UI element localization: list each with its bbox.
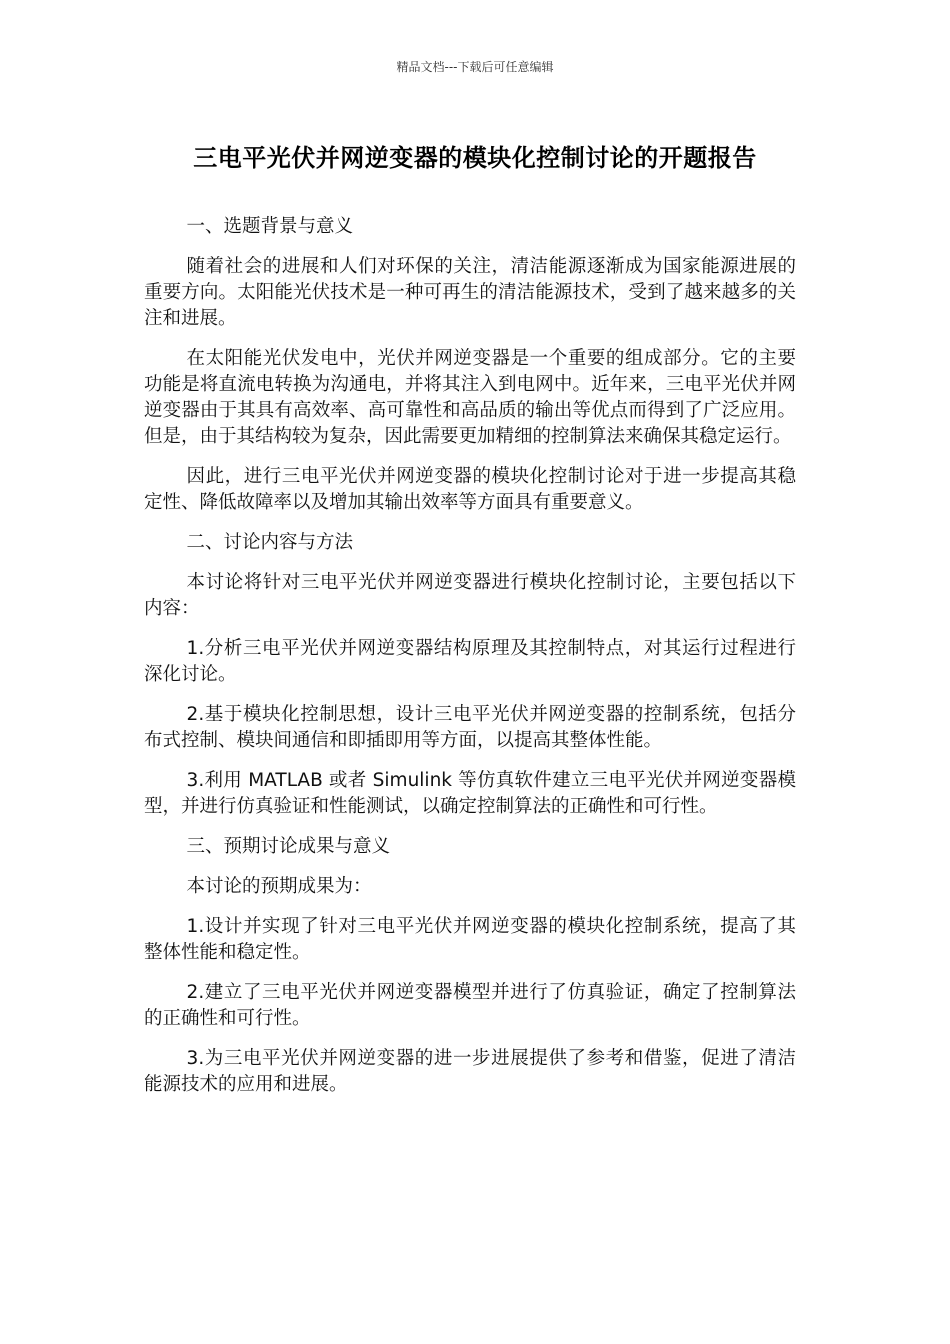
- paragraph: 本讨论的预期成果为：: [186, 876, 372, 897]
- section-heading-3: 三、预期讨论成果与意义: [186, 836, 391, 857]
- section-heading-2: 二、讨论内容与方法: [186, 532, 354, 553]
- paragraph: 随着社会的进展和人们对环保的关注，清洁能源逐渐成为国家能源进展的重要方向。太阳能光伏技术是一种可再生的清洁能源技术，受到了越来越多的关注和进展。: [144, 256, 796, 329]
- list-item: 1.分析三电平光伏并网逆变器结构原理及其控制特点，对其运行过程进行深化讨论。: [144, 638, 796, 685]
- list-item: 1.设计并实现了针对三电平光伏并网逆变器的模块化控制系统，提高了其整体性能和稳定性。: [144, 916, 796, 963]
- list-item: 3.利用 MATLAB 或者 Simulink 等仿真软件建立三电平光伏并网逆变器模型，并进行仿真验证和性能测试，以确定控制算法的正确性和可行性。: [144, 770, 796, 817]
- paragraph: 在太阳能光伏发电中，光伏并网逆变器是一个重要的组成部分。它的主要功能是将直流电转换为沟通电，并将其注入到电网中。近年来，三电平光伏并网逆变器由于其具有高效率、高可靠性和高品质的输出等优点而得到了广泛应用。但是，由于其结构较为复杂，因此需要更加精细的控制算法来确保其稳定运行。: [144, 348, 796, 447]
- page-header: 精品文档---下载后可任意编辑: [396, 60, 554, 74]
- list-item: 3.为三电平光伏并网逆变器的进一步进展提供了参考和借鉴，促进了清洁能源技术的应用和进展。: [144, 1048, 796, 1095]
- list-item: 2.基于模块化控制思想，设计三电平光伏并网逆变器的控制系统，包括分布式控制、模块间通信和即插即用等方面，以提高其整体性能。: [144, 704, 796, 751]
- document-body: [144, 214, 796, 1112]
- section-heading-1: 一、选题背景与意义: [186, 216, 354, 237]
- paragraph: 本讨论将针对三电平光伏并网逆变器进行模块化控制讨论，主要包括以下内容：: [144, 572, 796, 619]
- document-title: 三电平光伏并网逆变器的模块化控制讨论的开题报告: [193, 144, 757, 172]
- list-item: 2.建立了三电平光伏并网逆变器模型并进行了仿真验证，确定了控制算法的正确性和可行性。: [144, 982, 796, 1029]
- paragraph: 因此，进行三电平光伏并网逆变器的模块化控制讨论对于进一步提高其稳定性、降低故障率以及增加其输出效率等方面具有重要意义。: [144, 466, 796, 513]
